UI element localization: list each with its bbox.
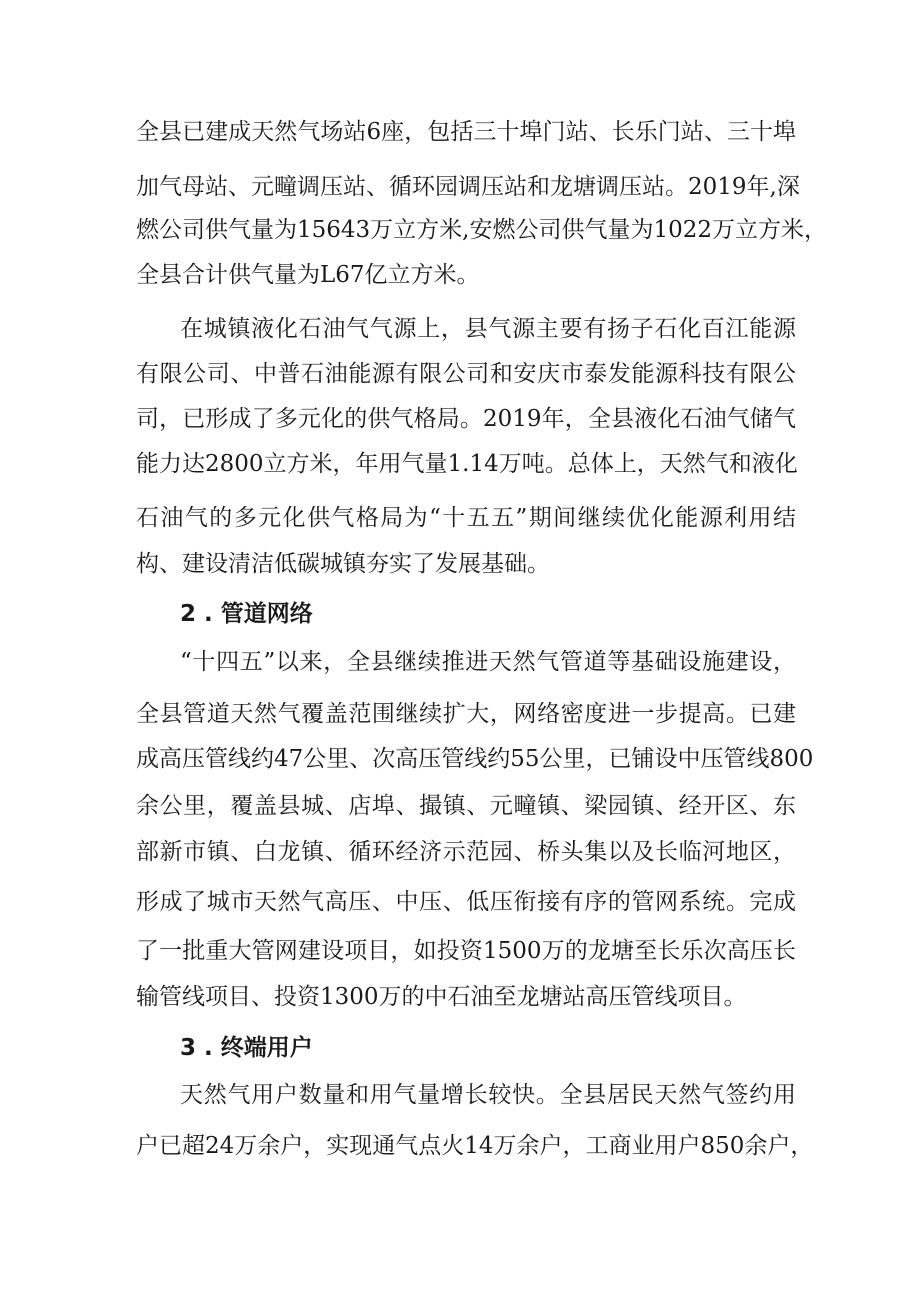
paragraph-3-line-8: 输管线项目、投资1300万的中石油至龙塘站高压管线项目。 [136, 984, 747, 1010]
paragraph-2-line-6: 构、建设清洁低碳城镇夯实了发展基础。 [136, 551, 550, 577]
paragraph-3-line-5: 部新市镇、白龙镇、循环经济示范园、桥头集以及长临河地区， [136, 839, 796, 865]
paragraph-4-line-1: 天然气用户数量和用气量增长较快。全县居民天然气签约用 [180, 1082, 796, 1108]
paragraph-2-line-5: 石油气的多元化供气格局为“十五五”期间继续优化能源利用结 [136, 505, 796, 531]
paragraph-2-line-3: 司，已形成了多元化的供气格局。2019年，全县液化石油气储气 [136, 406, 796, 432]
paragraph-1-line-3: 燃公司供气量为15643万立方米,安燃公司供气量为1022万立方米， [136, 217, 828, 243]
section-heading-pipeline-network: 2 . 管道网络 [180, 601, 313, 627]
paragraph-2-line-2: 有限公司、中普石油能源有限公司和安庆市泰发能源科技有限公 [136, 361, 796, 387]
section-heading-end-users: 3 . 终端用户 [180, 1035, 313, 1061]
paragraph-2-line-1: 在城镇液化石油气气源上，县气源主要有扬子石化百江能源 [180, 316, 796, 342]
paragraph-1-line-1: 全县已建成天然气场站6座，包括三十埠门站、长乐门站、三十埠 [136, 119, 796, 145]
paragraph-1-line-4: 全县合计供气量为L67亿立方米。 [136, 262, 480, 288]
paragraph-3-line-2: 全县管道天然气覆盖范围继续扩大，网络密度进一步提高。已建 [136, 701, 796, 727]
paragraph-4-line-2: 户已超24万余户，实现通气点火14万余户，工商业用户850余户， [136, 1133, 814, 1159]
paragraph-3-line-6: 形成了城市天然气高压、中压、低压衔接有序的管网系统。完成 [136, 889, 796, 915]
paragraph-1-line-2: 加气母站、元疃调压站、循环园调压站和龙塘调压站。2019年,深 [136, 174, 800, 200]
paragraph-3-line-3: 成高压管线约47公里、次高压管线约55公里，已铺设中压管线800 [136, 746, 814, 772]
paragraph-2-line-4: 能力达2800立方米，年用气量1.14万吨。总体上，天然气和液化 [136, 451, 798, 477]
paragraph-3-line-4: 余公里，覆盖县城、店埠、撮镇、元疃镇、梁园镇、经开区、东 [136, 793, 796, 819]
paragraph-3-line-7: 了一批重大管网建设项目，如投资1500万的龙塘至长乐次高压长 [136, 938, 796, 964]
paragraph-3-line-1: “十四五”以来，全县继续推进天然气管道等基础设施建设， [180, 649, 796, 675]
